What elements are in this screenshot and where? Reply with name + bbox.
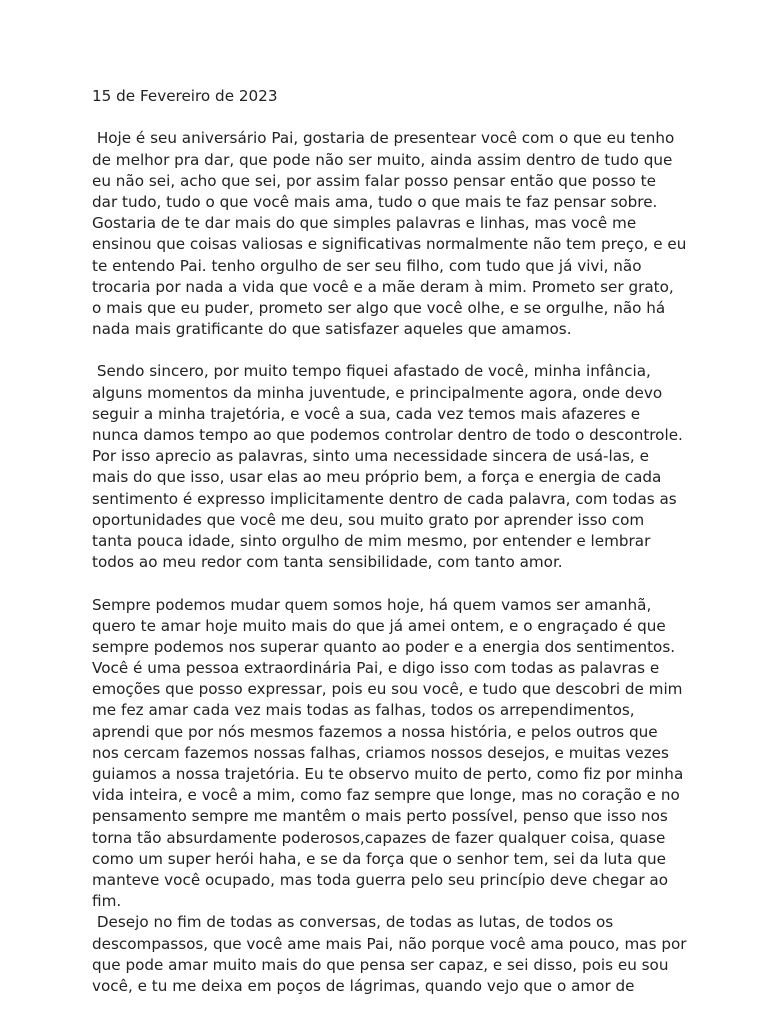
- letter-body: [92, 86, 692, 997]
- text-line: aprendi que por nós mesmos fazemos a nossa história, e pelos outros que: [92, 722, 658, 741]
- text-line: Sempre podemos mudar quem somos hoje, há quem vamos ser amanhã,: [92, 595, 652, 614]
- text-line: torna tão absurdamente poderosos,capazes de fazer qualquer coisa, quase: [92, 828, 666, 847]
- text-line: nos cercam fazemos nossas falhas, criamos nossos desejos, e muitas vezes: [92, 743, 669, 762]
- text-line: te entendo Pai. tenho orgulho de ser seu filho, com tudo que já vivi, não: [92, 256, 642, 275]
- text-line: Você é uma pessoa extraordinária Pai, e digo isso com todas as palavras e: [92, 659, 660, 678]
- text-line: descompassos, que você ame mais Pai, não porque você ama pouco, mas por: [92, 934, 687, 953]
- text-line: fim.: [92, 892, 122, 911]
- paragraph-3: [92, 595, 692, 913]
- text-line: pensamento sempre me mantêm o mais perto possível, penso que isso nos: [92, 807, 668, 826]
- text-line: oportunidades que você me deu, sou muito grato por aprender isso com: [92, 510, 645, 529]
- text-line: o mais que eu puder, prometo ser algo que você olhe, e se orgulhe, não há: [92, 298, 666, 317]
- text-line: alguns momentos da minha juventude, e principalmente agora, onde devo: [92, 383, 663, 402]
- text-line: você, e tu me deixa em poços de lágrimas, quando vejo que o amor de: [92, 976, 635, 995]
- text-line: seguir a minha trajetória, e você a sua, cada vez temos mais afazeres e: [92, 404, 641, 423]
- text-line: sempre podemos nos superar quanto ao poder e a energia dos sentimentos.: [92, 637, 676, 656]
- text-line: todos ao meu redor com tanta sensibilidade, com tanto amor.: [92, 553, 563, 572]
- paragraph-2: [92, 361, 692, 573]
- text-line: Desejo no fim de todas as conversas, de todas as lutas, de todos os: [92, 913, 614, 932]
- text-line: emoções que posso expressar, pois eu sou você, e tudo que descobri de mim: [92, 680, 683, 699]
- text-line: tanta pouca idade, sinto orgulho de mim mesmo, por entender e lembrar: [92, 531, 651, 550]
- text-line: que pode amar muito mais do que pensa ser capaz, e sei disso, pois eu sou: [92, 955, 669, 974]
- text-line: nada mais gratificante do que satisfazer aqueles que amamos.: [92, 320, 572, 339]
- text-line: quero te amar hoje muito mais do que já amei ontem, e o engraçado é que: [92, 616, 666, 635]
- text-line: Hoje é seu aniversário Pai, gostaria de presentear você com o que eu tenho: [92, 129, 675, 148]
- letter-date: 15 de Fevereiro de 2023: [92, 87, 278, 105]
- text-line: me fez amar cada vez mais todas as falhas, todos os arrependimentos,: [92, 701, 635, 720]
- paragraph-1: [92, 128, 692, 340]
- text-line: manteve você ocupado, mas toda guerra pelo seu princípio deve chegar ao: [92, 870, 669, 889]
- text-line: ensinou que coisas valiosas e significativas normalmente não tem preço, e eu: [92, 235, 687, 254]
- text-line: Gostaria de te dar mais do que simples palavras e linhas, mas você me: [92, 214, 637, 233]
- text-line: guiamos a nossa trajetória. Eu te observo muito de perto, como fiz por minha: [92, 765, 684, 783]
- text-line: dar tudo, tudo o que você mais ama, tudo o que mais te faz pensar sobre.: [92, 192, 658, 211]
- text-line: sentimento é expresso implicitamente dentro de cada palavra, com todas as: [92, 489, 677, 508]
- text-line: nunca damos tempo ao que podemos controlar dentro de todo o descontrole.: [92, 426, 683, 444]
- text-line: mais do que isso, usar elas ao meu próprio bem, a força e energia de cada: [92, 468, 662, 487]
- text-line: eu não sei, acho que sei, por assim falar posso pensar então que posso te: [92, 171, 656, 190]
- text-line: Por isso aprecio as palavras, sinto uma necessidade sincera de usá-las, e: [92, 447, 649, 466]
- text-line: como um super herói haha, e se da força que o senhor tem, sei da luta que: [92, 849, 667, 868]
- text-line: vida inteira, e você a mim, como faz sempre que longe, mas no coração e no: [92, 786, 680, 805]
- text-line: Sendo sincero, por muito tempo fiquei afastado de você, minha infância,: [92, 362, 651, 381]
- text-line: de melhor pra dar, que pode não ser muito, ainda assim dentro de tudo que: [92, 150, 673, 169]
- text-line: trocaria por nada a vida que você e a mãe deram à mim. Prometo ser grato,: [92, 277, 674, 296]
- paragraph-4: [92, 912, 692, 997]
